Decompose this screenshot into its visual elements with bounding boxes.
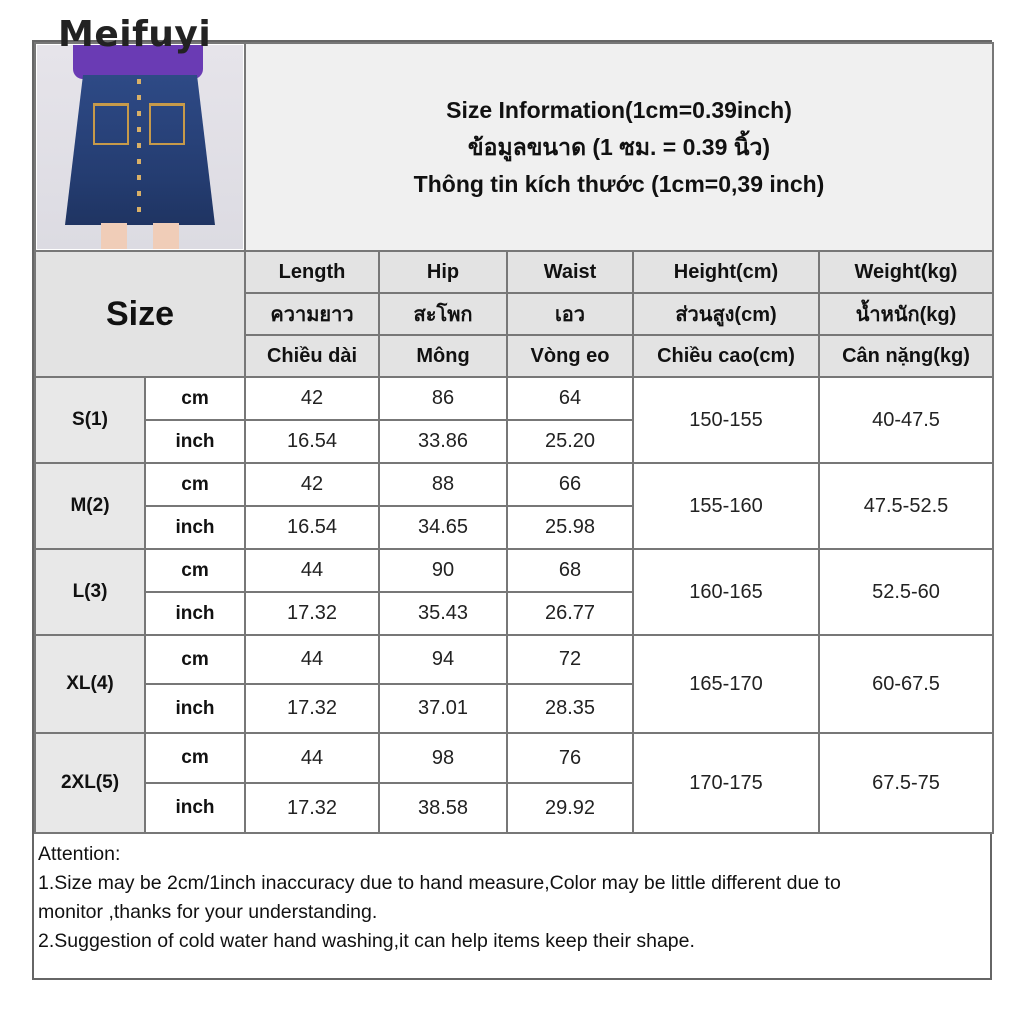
header-weight-vi: Cân nặng(kg) bbox=[819, 335, 993, 377]
value-weight: 52.5-60 bbox=[819, 549, 993, 635]
table-row bbox=[35, 635, 993, 684]
header-height-en: Height(cm) bbox=[633, 251, 819, 293]
table-row bbox=[35, 463, 993, 506]
value-length: 17.32 bbox=[245, 592, 379, 635]
size-label: L(3) bbox=[35, 549, 145, 635]
value-weight: 67.5-75 bbox=[819, 733, 993, 833]
unit-label: inch bbox=[145, 783, 245, 833]
size-information-header bbox=[245, 43, 993, 251]
unit-label: inch bbox=[145, 506, 245, 549]
size-chart-table bbox=[34, 42, 994, 834]
info-line-english: Size Information(1cm=0.39inch) bbox=[446, 96, 792, 123]
header-hip-vi: Mông bbox=[379, 335, 507, 377]
value-height: 160-165 bbox=[633, 549, 819, 635]
brand-watermark: Meifuyi bbox=[58, 14, 212, 55]
value-waist: 72 bbox=[507, 635, 633, 684]
size-label: 2XL(5) bbox=[35, 733, 145, 833]
header-height-th: ส่วนสูง(cm) bbox=[633, 293, 819, 335]
value-length: 44 bbox=[245, 635, 379, 684]
value-length: 42 bbox=[245, 377, 379, 420]
header-length-th: ความยาว bbox=[245, 293, 379, 335]
size-column-title: Size bbox=[35, 251, 245, 377]
header-length-vi: Chiều dài bbox=[245, 335, 379, 377]
value-hip: 33.86 bbox=[379, 420, 507, 463]
unit-label: inch bbox=[145, 592, 245, 635]
value-length: 17.32 bbox=[245, 783, 379, 833]
value-waist: 64 bbox=[507, 377, 633, 420]
unit-label: cm bbox=[145, 733, 245, 783]
table-row bbox=[35, 549, 993, 592]
attention-notes bbox=[38, 840, 988, 956]
attention-title: Attention: bbox=[38, 843, 121, 865]
unit-label: inch bbox=[145, 684, 245, 733]
size-label: M(2) bbox=[35, 463, 145, 549]
table-row bbox=[35, 377, 993, 420]
unit-label: cm bbox=[145, 635, 245, 684]
size-chart-sheet bbox=[32, 40, 992, 980]
unit-label: cm bbox=[145, 549, 245, 592]
value-weight: 60-67.5 bbox=[819, 635, 993, 733]
value-waist: 68 bbox=[507, 549, 633, 592]
value-length: 44 bbox=[245, 549, 379, 592]
header-length-en: Length bbox=[245, 251, 379, 293]
unit-label: cm bbox=[145, 377, 245, 420]
value-hip: 34.65 bbox=[379, 506, 507, 549]
attention-line-3: 2.Suggestion of cold water hand washing,it can help items keep their shape. bbox=[38, 930, 695, 952]
value-waist: 76 bbox=[507, 733, 633, 783]
value-height: 165-170 bbox=[633, 635, 819, 733]
header-hip-th: สะโพก bbox=[379, 293, 507, 335]
value-waist: 29.92 bbox=[507, 783, 633, 833]
header-waist-vi: Vòng eo bbox=[507, 335, 633, 377]
value-length: 16.54 bbox=[245, 420, 379, 463]
product-photo-cell bbox=[35, 43, 245, 251]
denim-skirt-photo-icon bbox=[37, 45, 243, 249]
value-waist: 28.35 bbox=[507, 684, 633, 733]
value-hip: 88 bbox=[379, 463, 507, 506]
value-height: 170-175 bbox=[633, 733, 819, 833]
value-waist: 25.20 bbox=[507, 420, 633, 463]
unit-label: cm bbox=[145, 463, 245, 506]
value-hip: 90 bbox=[379, 549, 507, 592]
header-hip-en: Hip bbox=[379, 251, 507, 293]
value-hip: 98 bbox=[379, 733, 507, 783]
attention-line-2: monitor ,thanks for your understanding. bbox=[38, 901, 378, 923]
value-waist: 26.77 bbox=[507, 592, 633, 635]
value-height: 155-160 bbox=[633, 463, 819, 549]
header-height-vi: Chiều cao(cm) bbox=[633, 335, 819, 377]
info-line-vietnamese: Thông tin kích thước (1cm=0,39 inch) bbox=[413, 170, 825, 197]
value-hip: 94 bbox=[379, 635, 507, 684]
value-length: 17.32 bbox=[245, 684, 379, 733]
value-length: 16.54 bbox=[245, 506, 379, 549]
size-label: S(1) bbox=[35, 377, 145, 463]
value-length: 42 bbox=[245, 463, 379, 506]
value-height: 150-155 bbox=[633, 377, 819, 463]
header-weight-en: Weight(kg) bbox=[819, 251, 993, 293]
header-waist-en: Waist bbox=[507, 251, 633, 293]
value-hip: 86 bbox=[379, 377, 507, 420]
attention-line-1: 1.Size may be 2cm/1inch inaccuracy due to hand measure,Color may be little different due to bbox=[38, 872, 841, 894]
unit-label: inch bbox=[145, 420, 245, 463]
value-length: 44 bbox=[245, 733, 379, 783]
value-weight: 40-47.5 bbox=[819, 377, 993, 463]
info-line-thai: ข้อมูลขนาด (1 ซม. = 0.39 นิ้ว) bbox=[467, 133, 771, 160]
header-weight-th: น้ำหนัก(kg) bbox=[819, 293, 993, 335]
value-hip: 38.58 bbox=[379, 783, 507, 833]
value-waist: 66 bbox=[507, 463, 633, 506]
table-row bbox=[35, 733, 993, 783]
header-waist-th: เอว bbox=[507, 293, 633, 335]
size-label: XL(4) bbox=[35, 635, 145, 733]
value-waist: 25.98 bbox=[507, 506, 633, 549]
value-weight: 47.5-52.5 bbox=[819, 463, 993, 549]
value-hip: 37.01 bbox=[379, 684, 507, 733]
value-hip: 35.43 bbox=[379, 592, 507, 635]
